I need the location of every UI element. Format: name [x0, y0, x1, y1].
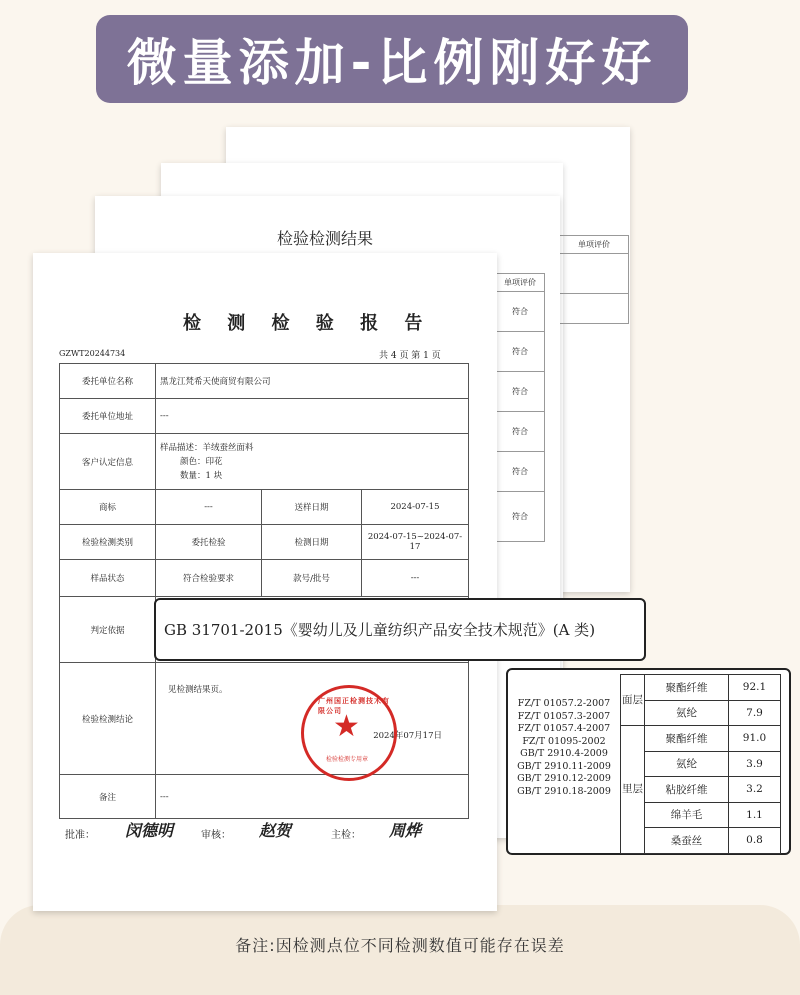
back-sheet-2-table [559, 235, 629, 324]
fiber-value: 3.2 [729, 777, 781, 803]
approve-signature: 闵德明 [125, 821, 174, 840]
address-value: --- [156, 399, 469, 434]
standard-item: GB/T 2910.4-2009 [520, 748, 608, 759]
customer-info-value [156, 434, 469, 490]
sign-date: 2024年07月17日 [373, 731, 442, 741]
customer-info-label: 客户认定信息 [60, 434, 156, 490]
address-label: 委托单位地址 [60, 399, 156, 434]
seal-bottom-text: 检验检测专用章 [326, 756, 369, 763]
report-sheet [33, 253, 497, 911]
client-label: 委托单位名称 [60, 364, 156, 399]
category-label: 检验检测类别 [60, 525, 156, 560]
results-title: 检验检测结果 [277, 229, 374, 248]
blank-cell [560, 294, 629, 324]
review-label: 审核： [201, 830, 231, 841]
seal-star-icon: ★ [333, 709, 360, 744]
blank-cell [560, 254, 629, 294]
basis-label: 判定依据 [60, 597, 156, 663]
standard-item: GB/T 2910.12-2009 [517, 773, 611, 784]
model-value: --- [362, 560, 469, 597]
fiber-value: 1.1 [729, 802, 781, 828]
standard-callout-text: GB 31701-2015《婴幼儿及儿童纺织产品安全技术规范》(A 类) [164, 621, 596, 639]
standards-list [512, 698, 616, 798]
standard-item: FZ/T 01095-2002 [522, 735, 606, 747]
standard-callout [154, 598, 646, 661]
composition-table [620, 674, 781, 854]
fiber-value: 91.0 [729, 726, 781, 752]
pass-cell: 符合 [496, 372, 545, 412]
test-date-label: 检测日期 [262, 525, 362, 560]
pass-cell: 符合 [496, 412, 545, 452]
sample-quantity: 数量：1 块 [180, 470, 223, 481]
composition-box [506, 668, 791, 855]
sample-state-label: 样品状态 [60, 560, 156, 597]
report-pages: 共 4 页 第 1 页 [379, 351, 441, 361]
standard-item: FZ/T 01057.3-2007 [517, 710, 611, 722]
face-layer-label: 面层 [621, 675, 645, 726]
official-seal [301, 685, 397, 781]
pass-cell: 符合 [496, 492, 545, 542]
delivery-date-label: 送样日期 [262, 490, 362, 525]
category-value: 委托检验 [156, 525, 262, 560]
fiber-name: 粘胶纤维 [645, 777, 729, 803]
report-table [59, 363, 469, 819]
fiber-name: 氨纶 [645, 700, 729, 726]
standard-item: FZ/T 01057.2-2007 [517, 698, 611, 709]
conclusion-value: 见检测结果页。 [168, 685, 228, 695]
fiber-name: 氨纶 [645, 751, 729, 777]
banner [96, 15, 688, 103]
single-eval-header: 单项评价 [496, 274, 545, 292]
report-number: GZWT20244734 [59, 349, 126, 358]
client-value: 黑龙江梵希天使商贸有限公司 [156, 364, 469, 399]
fiber-value: 0.8 [729, 828, 781, 854]
standard-item: GB/T 2910.18-2009 [517, 785, 611, 797]
fiber-name: 桑蚕丝 [645, 828, 729, 854]
back-sheet-3-eval-column [495, 273, 545, 542]
review-signature: 赵贺 [259, 821, 292, 840]
pass-cell: 符合 [496, 292, 545, 332]
pass-cell: 符合 [496, 452, 545, 492]
chief-label: 主检： [331, 830, 361, 841]
chief-signature: 周烨 [389, 821, 422, 840]
lining-layer-label: 里层 [621, 726, 645, 854]
fiber-name: 绵羊毛 [645, 802, 729, 828]
fiber-value: 92.1 [729, 675, 781, 701]
sample-state-value: 符合检验要求 [156, 560, 262, 597]
delivery-date-value: 2024-07-15 [362, 490, 469, 525]
standard-item: FZ/T 01057.4-2007 [517, 723, 611, 734]
fiber-name: 聚酯纤维 [645, 726, 729, 752]
approve-label: 批准： [65, 830, 95, 841]
brand-value: --- [156, 490, 262, 525]
remark-label: 备注 [60, 775, 156, 819]
fiber-value: 3.9 [729, 751, 781, 777]
conclusion-label: 检验检测结论 [60, 663, 156, 775]
sample-description: 样品描述：羊绒蚕丝面料 [160, 442, 254, 453]
fiber-value: 7.9 [729, 700, 781, 726]
test-date-value: 2024-07-15~2024-07-17 [362, 525, 469, 560]
brand-label: 商标 [60, 490, 156, 525]
sample-color: 颜色：印花 [180, 456, 223, 467]
single-eval-header: 单项评价 [560, 236, 629, 254]
footnote: 备注:因检测点位不同检测数值可能存在误差 [235, 936, 565, 955]
model-label: 款号/批号 [262, 560, 362, 597]
seal-top-text: 广州国正检测技术有限公司 [318, 696, 390, 715]
report-title: 检 测 检 验 报 告 [183, 313, 433, 334]
remark-value: --- [156, 775, 469, 819]
standard-item: GB/T 2910.11-2009 [517, 760, 611, 772]
fiber-name: 聚酯纤维 [645, 675, 729, 701]
pass-cell: 符合 [496, 332, 545, 372]
banner-title: 微量添加-比例刚好好 [126, 34, 658, 92]
